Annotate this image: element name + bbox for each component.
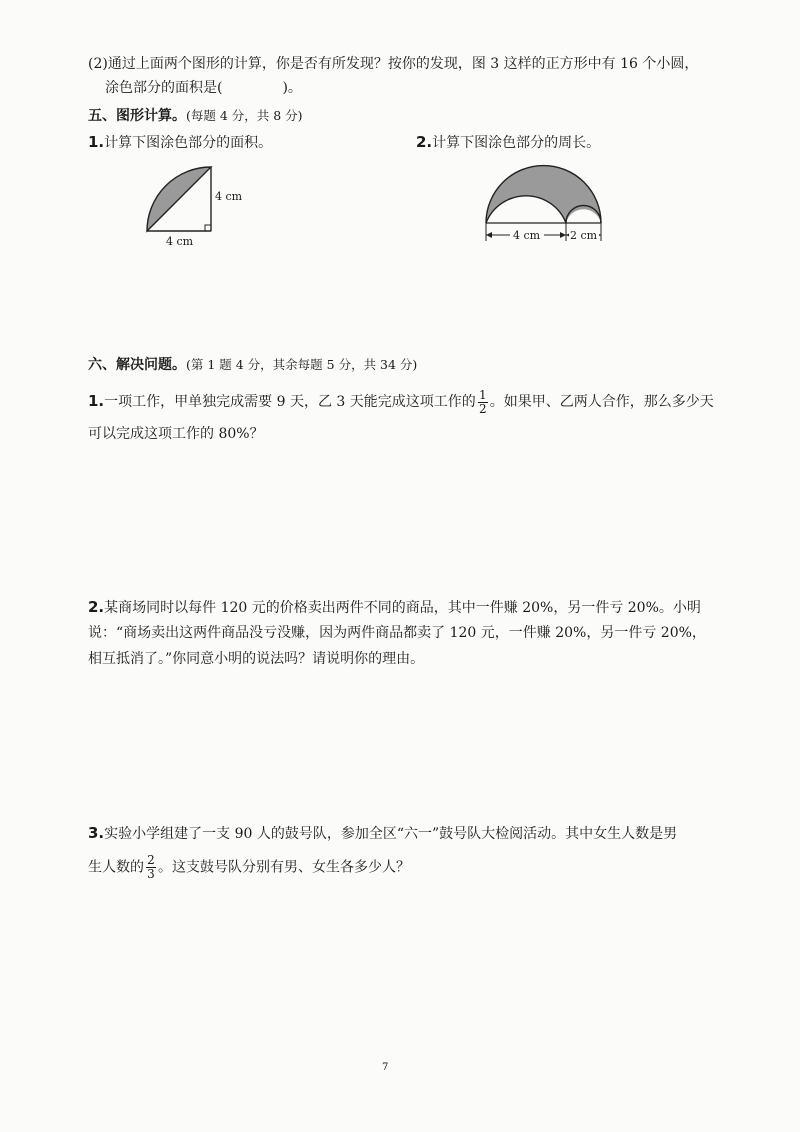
section6-q1-line1-pre: 一项工作，甲单独完成需要 9 天，乙 3 天能完成这项工作的 (104, 394, 476, 410)
right-angle-mark (205, 225, 211, 231)
section6-q1-line2: 可以完成这项工作的 80%？ (88, 426, 264, 442)
section6-q2-line1 (88, 597, 701, 618)
part4-q2-line2-pre: 涂色部分的面积是( (105, 80, 223, 96)
section5-q2 (416, 132, 600, 153)
fig2-small-label: 2 cm (570, 229, 598, 242)
section6-title: 六、解决问题。 (88, 357, 186, 373)
section6-note: (第 1 题 4 分，其余每题 5 分，共 34 分) (186, 357, 418, 372)
fraction-numerator: 2 (147, 853, 155, 867)
part4-q2-line2 (105, 78, 302, 98)
figure-quarter-circle-segment (130, 150, 260, 250)
section6-q3-line2-post: 。这支鼓号队分别有男、女生各多少人？ (158, 859, 410, 876)
section6-q3-line1 (88, 823, 677, 844)
section5-q1-text: 计算下图涂色部分的面积。 (104, 135, 273, 151)
shaded-region (486, 166, 601, 223)
figure-two-semicircles (480, 155, 610, 250)
section6-q3-line2 (88, 854, 410, 881)
section6-q1-line1-post: 。如果甲、乙两人合作，那么多少天 (489, 394, 714, 410)
part4-q2-line2-post: )。 (282, 80, 302, 96)
part4-q2-line1: (2)通过上面两个图形的计算，你是否有所发现？按你的发现，图 3 这样的正方形中有 16 个小圆， (88, 56, 699, 72)
section6-q1-num: 1. (88, 392, 105, 410)
section6-q2-line1-text: 某商场同时以每件 120 元的价格卖出两件不同的商品，其中一件赚 20%，另一件亏 20%。小明 (104, 600, 701, 616)
fraction-two-thirds (146, 854, 156, 881)
section5-heading (88, 106, 303, 126)
section6-q2-num: 2. (88, 598, 105, 616)
section6-q1-line1 (88, 388, 714, 416)
shaded-segment (147, 167, 211, 231)
section6-q3-line2-pre: 生人数的 (88, 859, 144, 876)
section6-q2-line3: 相互抵消了。”你同意小明的说法吗？请说明你的理由。 (88, 651, 425, 667)
fig2-big-label: 4 cm (513, 229, 541, 242)
section6-heading (88, 355, 417, 375)
page-number: 7 (382, 1062, 389, 1073)
fraction-denominator: 2 (478, 401, 487, 416)
section5-note: (每题 4 分，共 8 分) (186, 108, 303, 123)
section5-q2-text: 计算下图涂色部分的周长。 (432, 135, 601, 151)
arrow-mid-left (560, 232, 566, 238)
fig1-side-label: 4 cm (215, 190, 243, 203)
fig1-base-label: 4 cm (166, 235, 194, 248)
section6-q2-line2: 说：“商场卖出这两件商品没亏没赚，因为两件商品都卖了 120 元，一件赚 20%，另一件亏 20%， (88, 625, 706, 641)
arrow-left (486, 232, 492, 238)
section6-q3-line1-text: 实验小学组建了一支 90 人的鼓号队，参加全区“六一”鼓号队大检阅活动。其中女生人数是男 (104, 826, 678, 842)
fraction-denominator: 3 (147, 867, 155, 881)
section6-q3-num: 3. (88, 824, 105, 842)
section5-q1-num: 1. (88, 133, 105, 151)
fraction-numerator: 1 (478, 387, 487, 402)
section5-q2-num: 2. (416, 133, 433, 151)
fraction-one-half (478, 389, 488, 416)
section5-title: 五、图形计算。 (88, 108, 186, 124)
